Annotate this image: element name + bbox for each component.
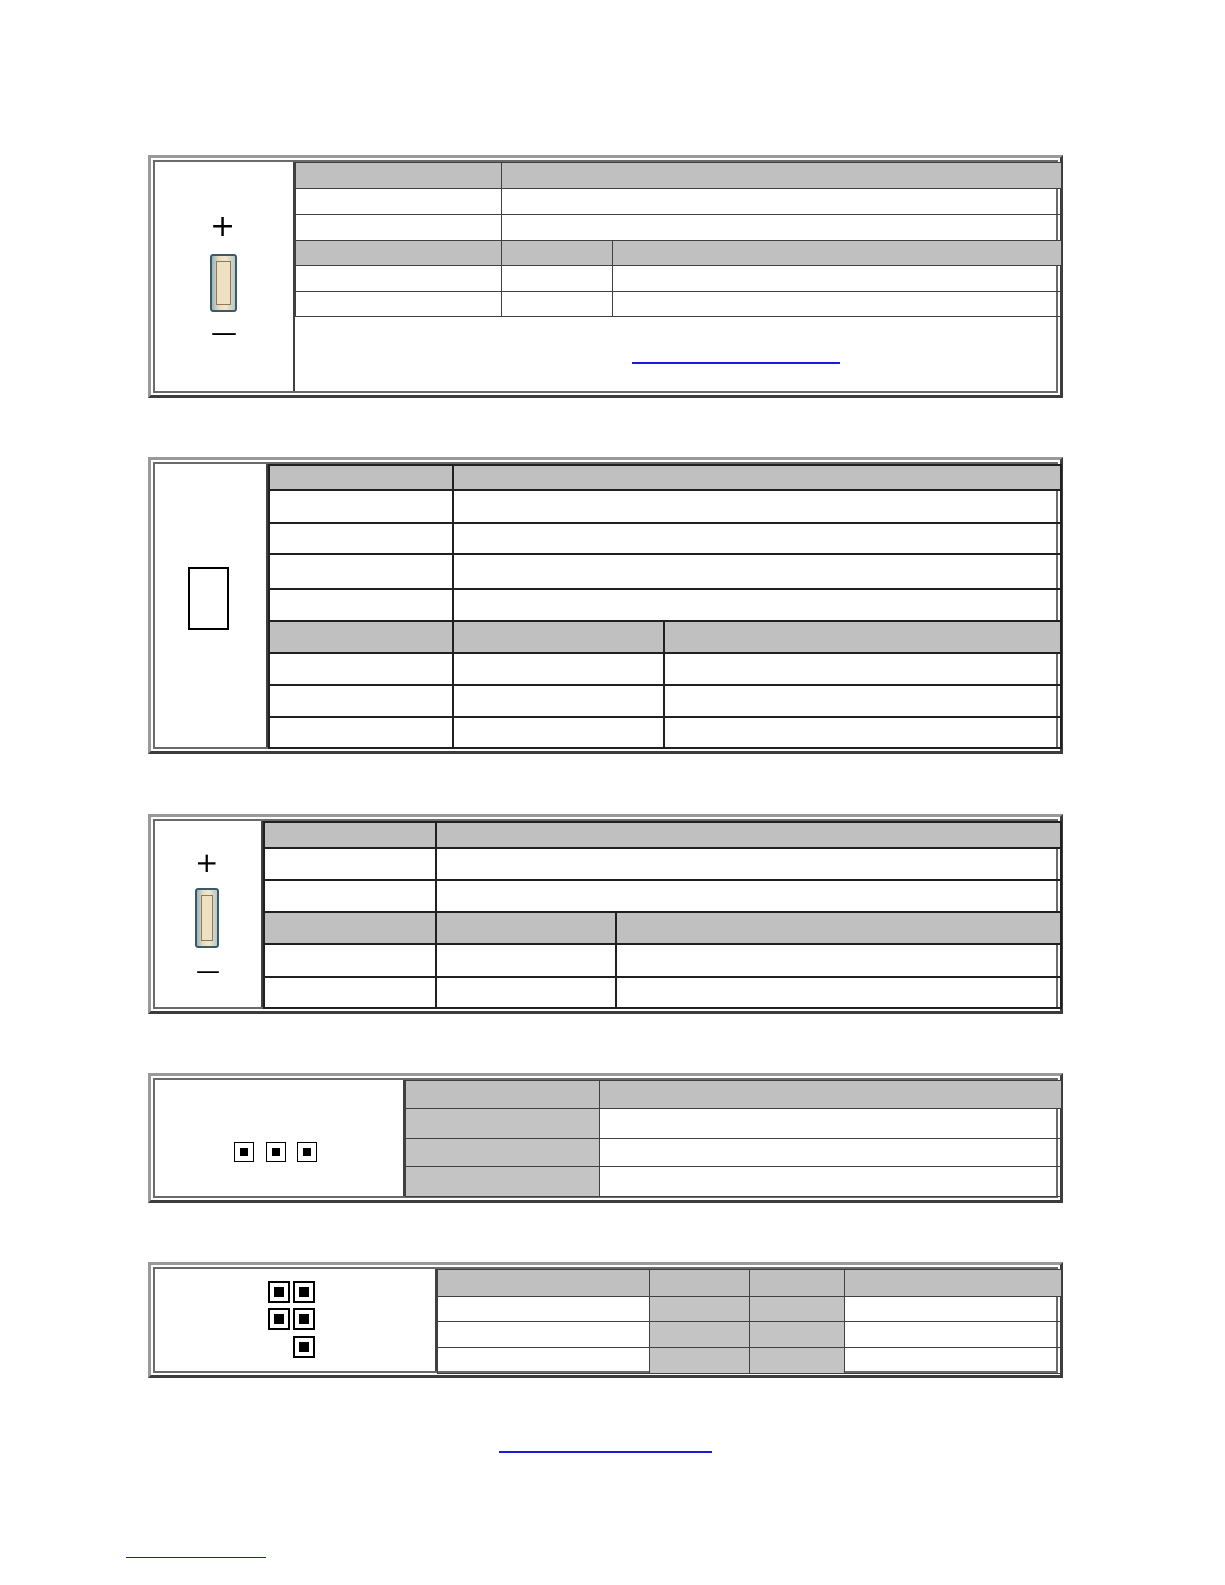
- table-cell: [600, 1167, 1062, 1197]
- table-cell: [600, 1109, 1062, 1139]
- table-cell: [264, 944, 436, 977]
- table-cell: [845, 1322, 1062, 1348]
- battery-spec-panel-3: [148, 814, 1063, 1014]
- table-cell: [453, 490, 1061, 523]
- table-cell: [296, 189, 502, 215]
- table-cell: [453, 523, 1061, 554]
- battery-spec-panel-1: [148, 155, 1063, 398]
- table-cell: [406, 1139, 600, 1167]
- table-cell: [264, 880, 436, 912]
- table-cell: [502, 266, 613, 292]
- table-cell: [436, 912, 616, 944]
- table-cell: [750, 1322, 845, 1348]
- jumper-spec-panel-5: [148, 1262, 1063, 1378]
- panel-4-table: [405, 1080, 1062, 1197]
- table-cell: [845, 1270, 1062, 1297]
- table-cell: [600, 1139, 1062, 1167]
- table-cell: [600, 1081, 1062, 1109]
- table-cell: [750, 1270, 845, 1297]
- page-footnote-link[interactable]: [126, 1557, 266, 1558]
- table-cell: [616, 944, 1061, 977]
- battery-icon: [195, 888, 219, 948]
- table-cell: [616, 977, 1061, 1008]
- table-cell: [264, 848, 436, 880]
- rectangle-icon: [188, 567, 229, 630]
- table-cell: [613, 241, 1062, 266]
- table-cell: [296, 215, 502, 241]
- table-cell: [269, 523, 453, 554]
- table-cell: [296, 292, 502, 317]
- table-cell: [406, 1081, 600, 1109]
- table-cell: [269, 490, 453, 523]
- table-cell: [436, 944, 616, 977]
- table-cell: [269, 653, 453, 685]
- panel-1-frame: [153, 160, 1058, 393]
- table-cell: [296, 241, 502, 266]
- table-cell: [845, 1297, 1062, 1322]
- table-cell: [406, 1167, 600, 1197]
- battery-icon: [210, 254, 237, 312]
- table-cell: [269, 465, 453, 490]
- table-cell: [502, 292, 613, 317]
- plus-sign: +: [210, 209, 236, 244]
- table-cell: [438, 1297, 650, 1322]
- jumper-pin-icon: [293, 1281, 315, 1303]
- table-cell: [664, 653, 1061, 685]
- table-cell: [269, 685, 453, 717]
- table-cell: [264, 822, 436, 848]
- footer-link[interactable]: [499, 1451, 712, 1453]
- panel-2-icon-cell: [155, 464, 268, 747]
- panel-1-table: [295, 162, 1062, 317]
- header-spec-panel-4: [148, 1073, 1063, 1203]
- pin-icon: [234, 1142, 254, 1162]
- table-cell: [650, 1322, 750, 1348]
- panel-2-table: [268, 464, 1062, 749]
- table-cell: [453, 717, 664, 748]
- table-cell: [436, 880, 1061, 912]
- table-cell: [750, 1348, 845, 1374]
- table-cell: [650, 1270, 750, 1297]
- table-cell: [406, 1109, 600, 1139]
- table-cell: [650, 1348, 750, 1374]
- panel-5-table: [437, 1269, 1062, 1374]
- table-cell: [438, 1322, 650, 1348]
- table-cell: [436, 822, 1061, 848]
- table-cell: [269, 717, 453, 748]
- table-cell: [453, 465, 1061, 490]
- table-cell: [296, 266, 502, 292]
- table-cell: [664, 685, 1061, 717]
- panel-2-frame: [153, 462, 1058, 749]
- minus-sign: —: [196, 957, 220, 985]
- panel-4-icon-cell: [155, 1080, 405, 1196]
- table-cell: [453, 653, 664, 685]
- plus-sign: +: [195, 846, 219, 879]
- pin-icon: [297, 1142, 317, 1162]
- jumper-pin-icon: [268, 1281, 290, 1303]
- note-link[interactable]: [632, 362, 840, 364]
- panel-5-icon-cell: [155, 1269, 437, 1371]
- table-cell: [453, 589, 1061, 621]
- table-cell: [269, 554, 453, 589]
- table-cell: [453, 685, 664, 717]
- panel-3-table: [263, 821, 1062, 1009]
- table-cell: [750, 1297, 845, 1322]
- panel-1-note-area: [295, 316, 1056, 391]
- minus-sign: —: [211, 318, 237, 348]
- table-cell: [269, 621, 453, 653]
- table-cell: [436, 848, 1061, 880]
- table-cell: [264, 912, 436, 944]
- jumper-pin-icon: [293, 1336, 315, 1358]
- pin-icon: [266, 1142, 286, 1162]
- table-cell: [453, 621, 664, 653]
- table-cell: [664, 717, 1061, 748]
- panel-5-frame: [153, 1267, 1058, 1373]
- table-cell: [502, 215, 1062, 241]
- table-cell: [438, 1348, 650, 1374]
- rectangle-spec-panel-2: [148, 457, 1063, 754]
- table-cell: [436, 977, 616, 1008]
- table-cell: [845, 1348, 1062, 1374]
- table-cell: [650, 1297, 750, 1322]
- panel-1-icon-cell: [155, 162, 295, 391]
- table-cell: [616, 912, 1061, 944]
- table-cell: [664, 621, 1061, 653]
- table-cell: [502, 189, 1062, 215]
- table-cell: [438, 1270, 650, 1297]
- table-cell: [453, 554, 1061, 589]
- table-cell: [296, 163, 502, 189]
- table-cell: [264, 977, 436, 1008]
- jumper-pin-icon: [268, 1308, 290, 1330]
- jumper-pin-icon: [293, 1308, 315, 1330]
- panel-4-frame: [153, 1078, 1058, 1198]
- panel-3-frame: [153, 819, 1058, 1009]
- table-cell: [613, 266, 1062, 292]
- table-cell: [502, 241, 613, 266]
- table-cell: [502, 163, 1062, 189]
- panel-3-icon-cell: [155, 821, 263, 1007]
- table-cell: [269, 589, 453, 621]
- table-cell: [613, 292, 1062, 317]
